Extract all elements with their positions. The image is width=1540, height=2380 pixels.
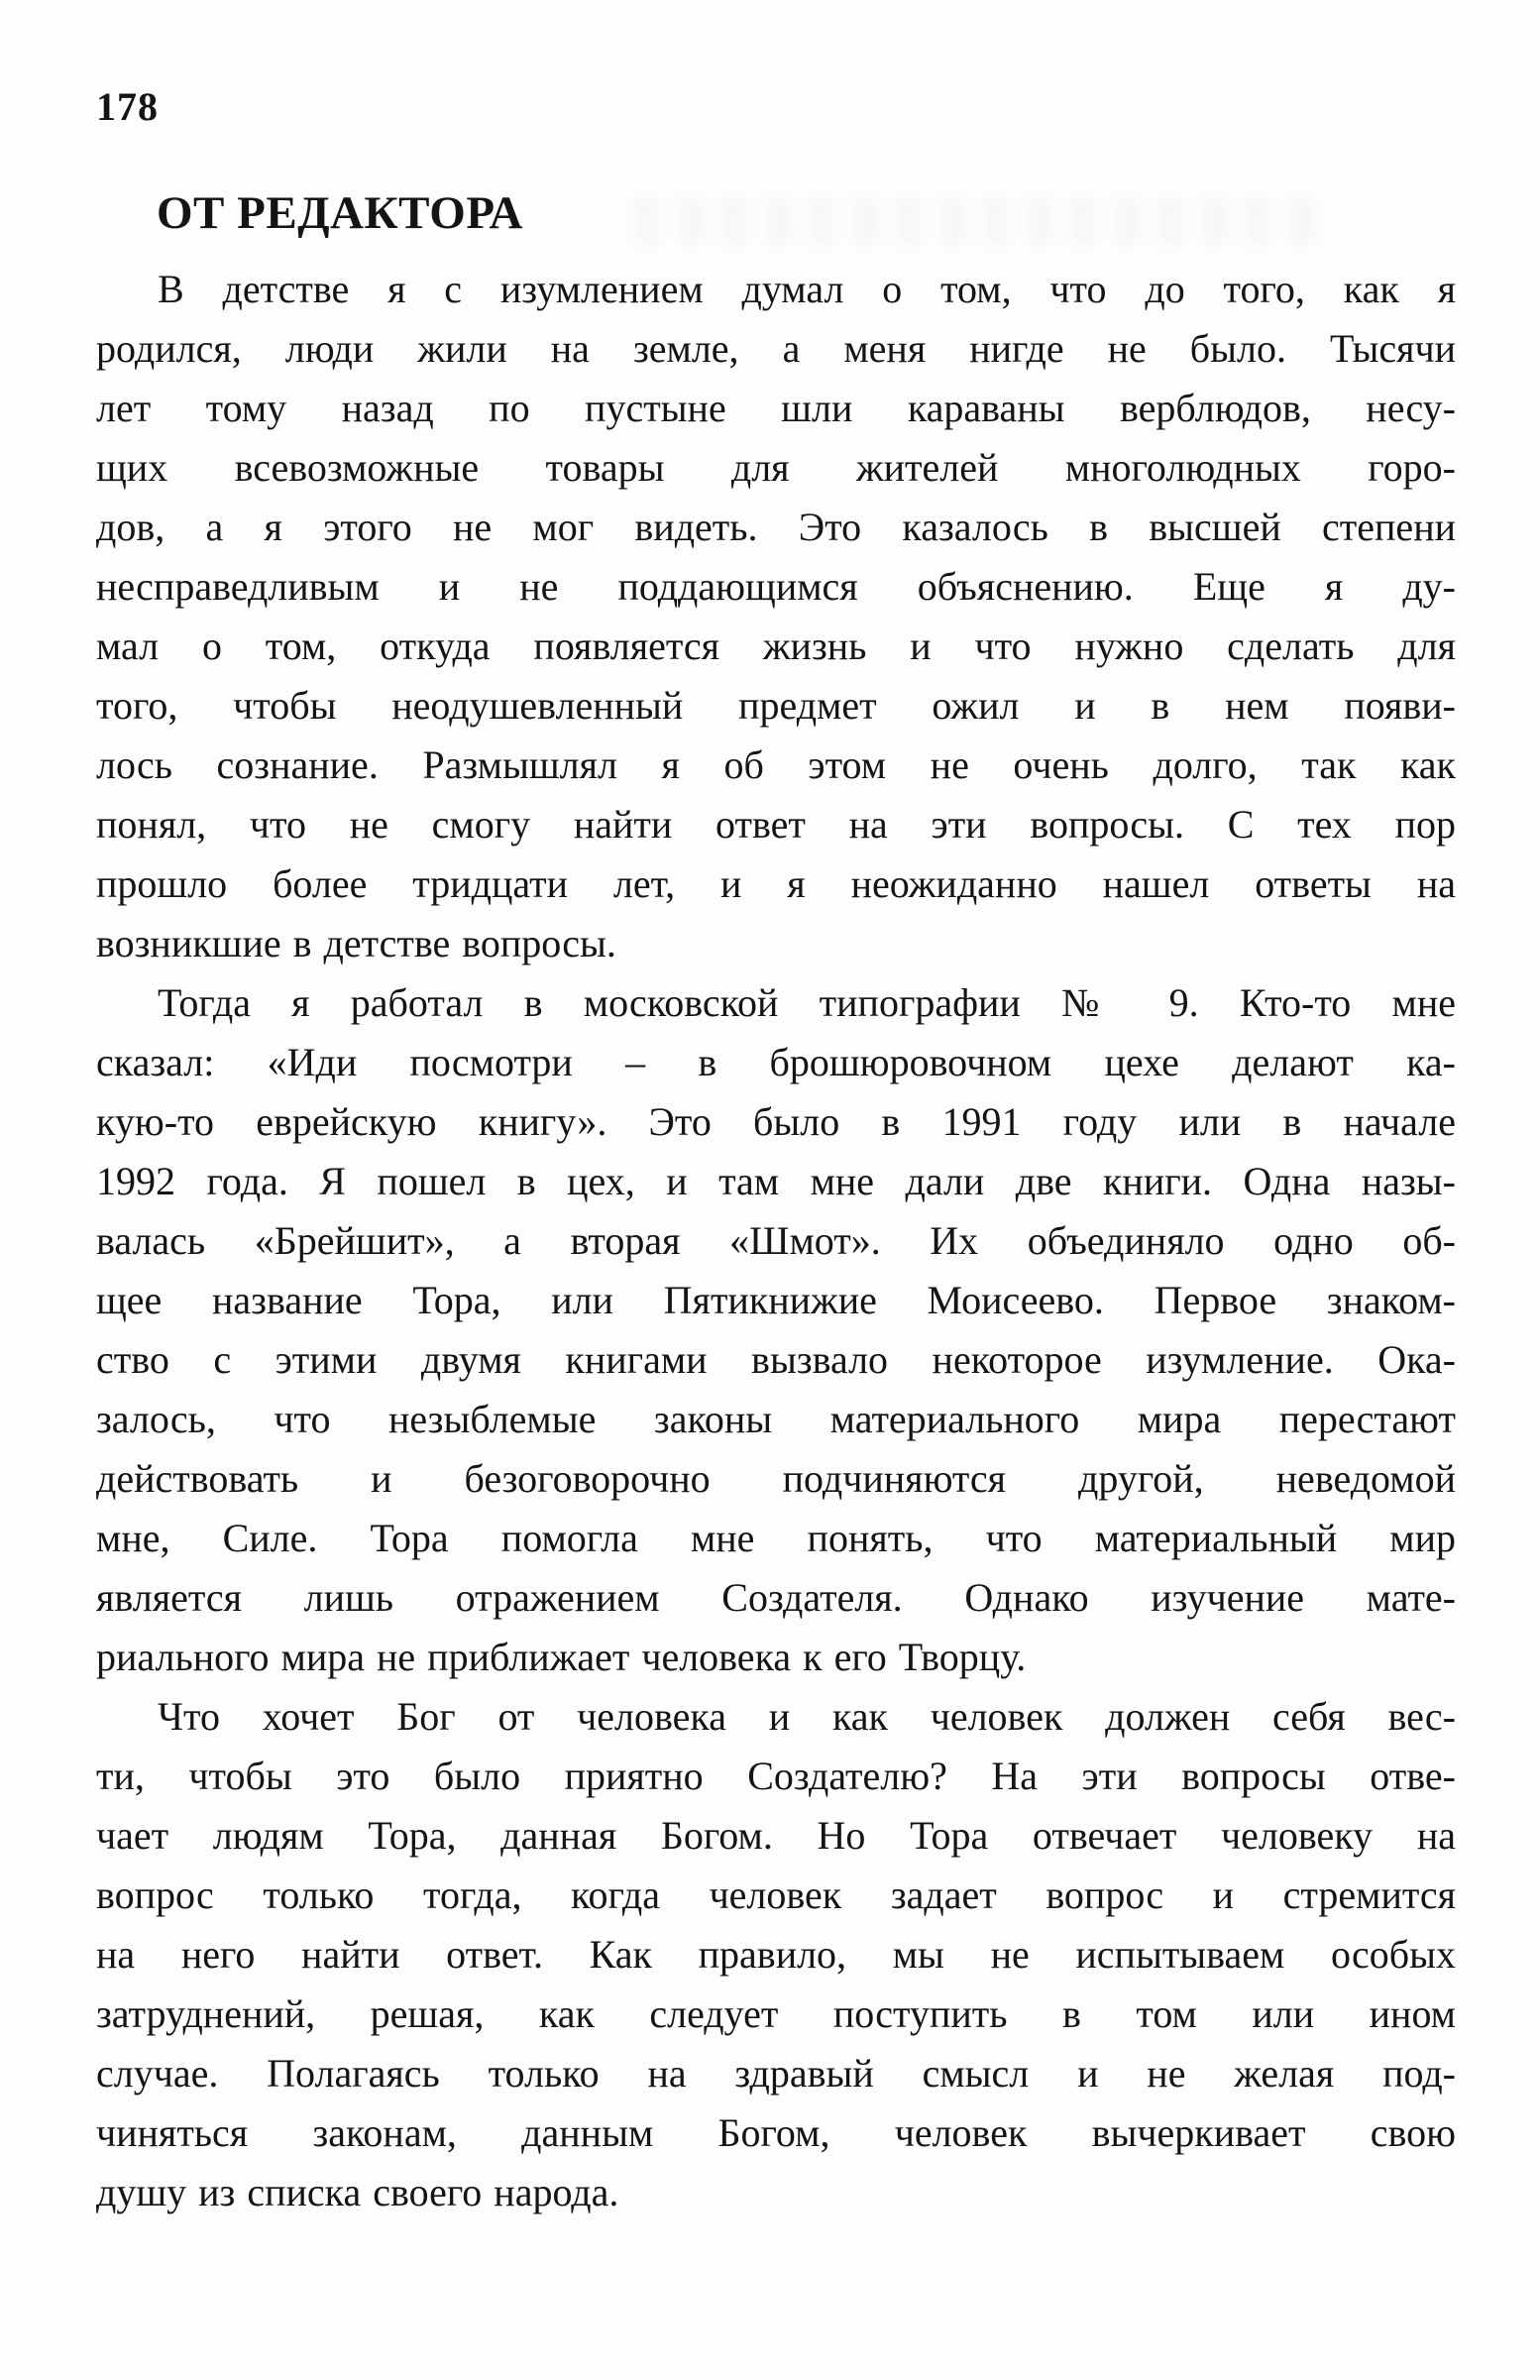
text-line: действовать и безоговорочно подчиняются другой, неведомой [96,1456,1456,1501]
text-line: кую-то еврейскую книгу». Это было в 1991 году или в начале [96,1099,1456,1144]
page-number: 178 [96,84,159,129]
text-line: залось, что незыблемые законы материального мира перестают [96,1397,1456,1441]
text-line: щих всевозможные товары для жителей многолюдных горо- [96,445,1456,490]
text-line: родился, люди жили на земле, а меня нигде не было. Тысячи [96,326,1456,371]
text-line: того, чтобы неодушевленный предмет ожил и в нем появи- [96,683,1456,728]
text-line: душу из списка своего народа. [96,2170,619,2214]
text-line: ство с этими двумя книгами вызвало некоторое изумление. Ока- [96,1337,1456,1382]
text-line: возникшие в детстве вопросы. [96,921,616,965]
text-line: сказал: «Иди посмотри – в брошюровочном цехе делают ка- [96,1040,1456,1084]
scan-showthrough-artifact [634,198,1328,244]
text-line: мне, Силе. Тора помогла мне понять, что материальный мир [96,1516,1456,1560]
text-line: риального мира не приближает человека к его Творцу. [96,1635,1027,1679]
text-line: 1992 года. Я пошел в цех, и там мне дали две книги. Одна назы- [96,1159,1456,1203]
text-line: лось сознание. Размышлял я об этом не очень долго, так как [96,742,1456,787]
text-line: щее название Тора, или Пятикнижие Моисеево. Первое знаком- [96,1278,1456,1322]
text-line: понял, что не смогу найти ответ на эти вопросы. С тех пор [96,802,1456,847]
text-line: Тогда я работал в московской типографии № 9. Кто-то мне [158,980,1456,1025]
text-line: чает людям Тора, данная Богом. Но Тора отвечает человеку на [96,1813,1456,1858]
text-line: В детстве я с изумлением думал о том, что до того, как я [158,267,1456,311]
text-line: случае. Полагаясь только на здравый смысл и не желая под- [96,2051,1456,2096]
text-line: дов, а я этого не мог видеть. Это казалось в высшей степени [96,505,1456,549]
text-line: лет тому назад по пустыне шли караваны верблюдов, несу- [96,386,1456,430]
text-line: является лишь отражением Создателя. Однако изучение мате- [96,1575,1456,1620]
text-line: Что хочет Бог от человека и как человек должен себя вес- [158,1694,1456,1739]
text-line: чиняться законам, данным Богом, человек вычеркивает свою [96,2110,1456,2155]
text-line: вопрос только тогда, когда человек задает вопрос и стремится [96,1872,1456,1917]
text-line: прошло более тридцати лет, и я неожиданно нашел ответы на [96,861,1456,906]
body-text [96,260,1456,2222]
text-line: несправедливым и не поддающимся объяснению. Еще я ду- [96,564,1456,609]
text-line: на него найти ответ. Как правило, мы не испытываем особых [96,1932,1456,1977]
section-title: ОТ РЕДАКТОРА [157,187,523,239]
text-line: затруднений, решая, как следует поступить в том или ином [96,1991,1456,2036]
text-line: мал о том, откуда появляется жизнь и что нужно сделать для [96,623,1456,668]
text-line: валась «Брейшит», а вторая «Шмот». Их объединяло одно об- [96,1218,1456,1263]
text-line: ти, чтобы это было приятно Создателю? На эти вопросы отве- [96,1754,1456,1798]
